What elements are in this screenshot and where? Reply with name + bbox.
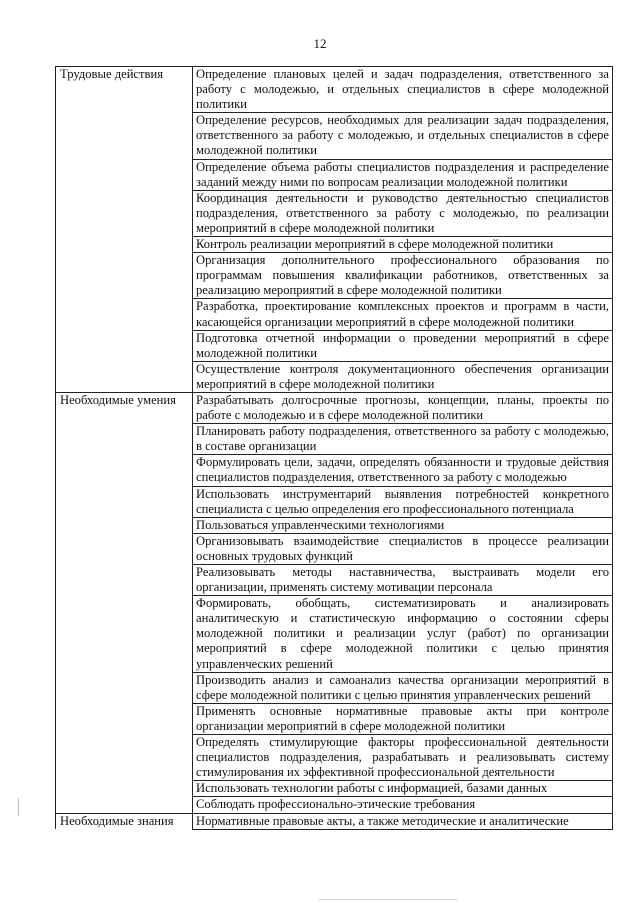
section-label-spacer bbox=[56, 533, 193, 564]
section-label: Трудовые действия bbox=[56, 67, 193, 113]
requirement-cell: Соблюдать профессионально-этические требования bbox=[193, 797, 613, 813]
table-row bbox=[56, 67, 613, 113]
table-row bbox=[56, 424, 613, 455]
scan-artifact-mark bbox=[18, 798, 19, 816]
table-row bbox=[56, 237, 613, 253]
section-label-spacer bbox=[56, 517, 193, 533]
section-label-spacer bbox=[56, 361, 193, 392]
table-row bbox=[56, 455, 613, 486]
table-row bbox=[56, 517, 613, 533]
section-label-spacer bbox=[56, 672, 193, 703]
table-row bbox=[56, 392, 613, 423]
table-row bbox=[56, 533, 613, 564]
requirement-cell: Определение плановых целей и задач подразделения, ответственного за работу с молодежью, и отдельных специалистов в сфере молодежной политики bbox=[193, 67, 613, 113]
section-label-spacer bbox=[56, 237, 193, 253]
table-row bbox=[56, 797, 613, 813]
section-label-spacer bbox=[56, 455, 193, 486]
table-row bbox=[56, 361, 613, 392]
table-row bbox=[56, 113, 613, 159]
table-row bbox=[56, 672, 613, 703]
section-label: Необходимые умения bbox=[56, 392, 193, 423]
table-row bbox=[56, 565, 613, 596]
section-label-spacer bbox=[56, 486, 193, 517]
section-label-spacer bbox=[56, 113, 193, 159]
section-label-spacer bbox=[56, 330, 193, 361]
requirement-cell: Организация дополнительного профессионального образования по программам повышения квалификации работников, ответственных за реализацию мероприятий в сфере молодежной политики bbox=[193, 253, 613, 299]
requirement-cell: Производить анализ и самоанализ качества организации мероприятий в сфере молодежной политики с целью принятия управленческих решений bbox=[193, 672, 613, 703]
requirement-cell: Разработка, проектирование комплексных проектов и программ в части, касающейся организации мероприятий в сфере молодежной политики bbox=[193, 299, 613, 330]
section-label-spacer bbox=[56, 735, 193, 781]
section-label-spacer bbox=[56, 797, 193, 813]
table-row bbox=[56, 735, 613, 781]
requirement-cell: Использовать инструментарий выявления потребностей конкретного специалиста с целью определения его профессионального потенциала bbox=[193, 486, 613, 517]
scan-artifact-rule bbox=[318, 899, 458, 900]
table-row bbox=[56, 781, 613, 797]
section-label: Необходимые знания bbox=[56, 813, 193, 829]
requirement-cell: Организовывать взаимодействие специалистов в процессе реализации основных трудовых функций bbox=[193, 533, 613, 564]
table-row bbox=[56, 299, 613, 330]
section-label-spacer bbox=[56, 424, 193, 455]
section-label-spacer bbox=[56, 190, 193, 236]
table-row bbox=[56, 190, 613, 236]
section-label-spacer bbox=[56, 253, 193, 299]
table-row bbox=[56, 330, 613, 361]
requirement-cell: Определение объема работы специалистов подразделения и распределение заданий между ними по вопросам реализации молодежной политики bbox=[193, 159, 613, 190]
requirement-cell: Определение ресурсов, необходимых для реализации задач подразделения, ответственного за работу с молодежью, и отдельных специалистов в сфере молодежной политики bbox=[193, 113, 613, 159]
section-label-spacer bbox=[56, 781, 193, 797]
requirement-cell: Осуществление контроля документационного обеспечения организации мероприятий в сфере молодежной политики bbox=[193, 361, 613, 392]
requirement-cell: Контроль реализации мероприятий в сфере молодежной политики bbox=[193, 237, 613, 253]
table-row bbox=[56, 813, 613, 829]
section-label-spacer bbox=[56, 596, 193, 672]
requirement-cell: Формулировать цели, задачи, определять обязанности и трудовые действия специалистов подразделения, ответственного за работу с молодежью bbox=[193, 455, 613, 486]
requirement-cell: Координация деятельности и руководство деятельностью специалистов подразделения, ответственного за работу с молодежью, по реализации мероприятий в сфере молодежной политики bbox=[193, 190, 613, 236]
requirement-cell: Формировать, обобщать, систематизировать и анализировать аналитическую и статистическую информацию о состоянии сферы молодежной политики и реализации услуг (работ) по организации мероприятий в сфере молодежной политики с целью принятия управленческих решений bbox=[193, 596, 613, 672]
section-label-spacer bbox=[56, 703, 193, 734]
requirement-cell: Планировать работу подразделения, ответственного за работу с молодежью, в составе организации bbox=[193, 424, 613, 455]
page-number: 12 bbox=[313, 36, 327, 51]
requirement-cell: Реализовывать методы наставничества, выстраивать модели его организации, применять систему мотивации персонала bbox=[193, 565, 613, 596]
requirement-cell: Использовать технологии работы с информацией, базами данных bbox=[193, 781, 613, 797]
table-row bbox=[56, 486, 613, 517]
table-row bbox=[56, 253, 613, 299]
requirement-cell: Подготовка отчетной информации о проведении мероприятий в сфере молодежной политики bbox=[193, 330, 613, 361]
table-row bbox=[56, 703, 613, 734]
requirement-cell: Определять стимулирующие факторы профессиональной деятельности специалистов подразделения, разрабатывать и реализовывать систему стимулирования их эффективной профессиональной деятельности bbox=[193, 735, 613, 781]
requirement-cell: Нормативные правовые акты, а также методические и аналитические bbox=[193, 813, 613, 829]
requirement-cell: Применять основные нормативные правовые акты при контроле организации мероприятий в сфере молодежной политики bbox=[193, 703, 613, 734]
section-label-spacer bbox=[56, 565, 193, 596]
requirements-table bbox=[55, 66, 613, 830]
section-label-spacer bbox=[56, 299, 193, 330]
requirement-cell: Пользоваться управленческими технологиями bbox=[193, 517, 613, 533]
section-label-spacer bbox=[56, 159, 193, 190]
table-row bbox=[56, 159, 613, 190]
requirement-cell: Разрабатывать долгосрочные прогнозы, концепции, планы, проекты по работе с молодежью и в сфере молодежной политики bbox=[193, 392, 613, 423]
table-row bbox=[56, 596, 613, 672]
